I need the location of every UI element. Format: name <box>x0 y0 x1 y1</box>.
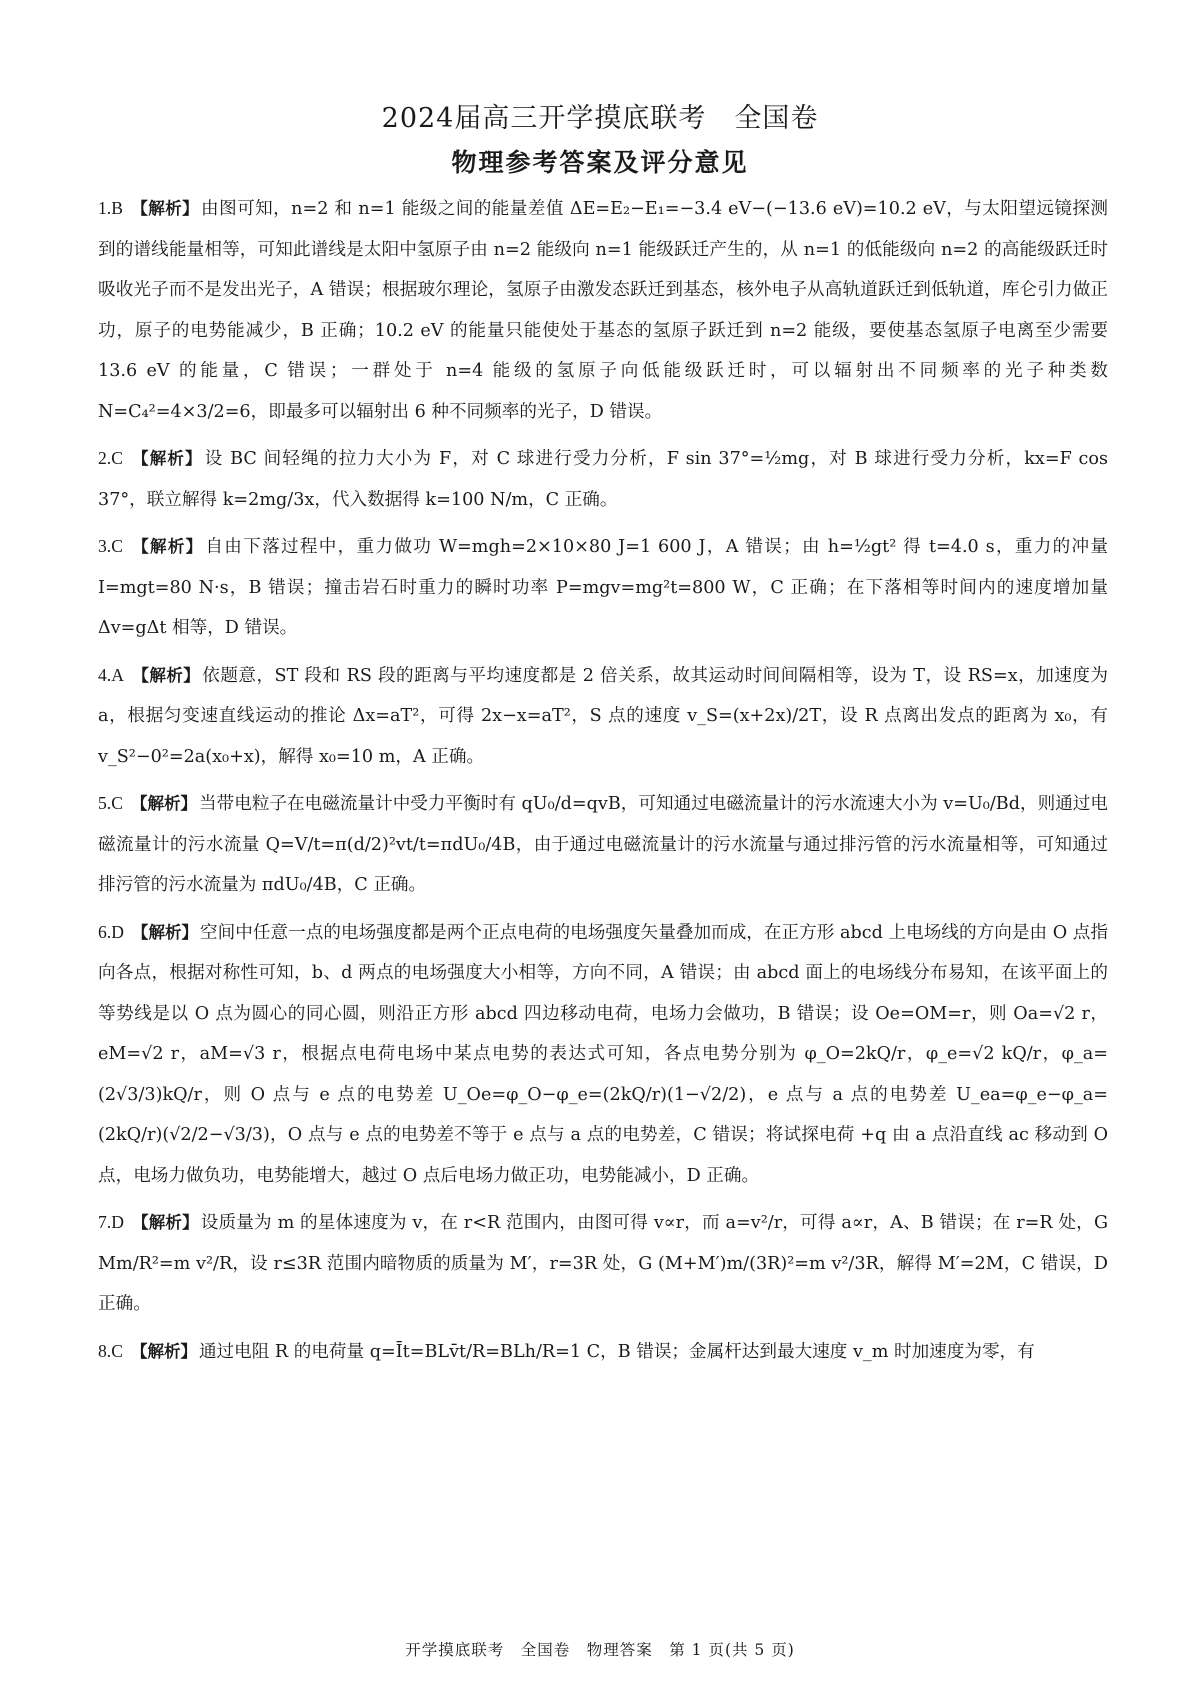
answer-item-7 <box>98 1202 1108 1325</box>
answer-text: 当带电粒子在电磁流量计中受力平衡时有 qU₀/d=qvB，可知通过电磁流量计的污水流速大小为 v=U₀/Bd，则通过电磁流量计的污水流量 Q=V/t=π(d/2)²vt/t=πdU₀/4B，由于通过电磁流量计的污水流量与通过排污管的污水流量相等，可知通过排污管的污水流量为 πdU₀/4B，C 正确。 <box>98 794 1109 895</box>
answer-text: 通过电阻 R 的电荷量 q=Īt=BLv̄t/R=BLh/R=1 C，B 错误；金属杆达到最大速度 v_m 时加速度为零，有 <box>198 1341 1035 1362</box>
answer-item-3 <box>98 526 1108 649</box>
analysis-tag: 【解析】 <box>131 922 199 942</box>
exam-title: 2024届高三开学摸底联考 全国卷 <box>381 103 819 134</box>
answer-text: 空间中任意一点的电场强度都是两个正点电荷的电场强度矢量叠加而成，在正方形 abcd 上电场线的方向是由 O 点指向各点，根据对称性可知，b、d 两点的电场强度大小相等，方向不同，A 错误；由 abcd 面上的电场线分布易知，在该平面上的等势线是以 O 点为圆心的同心圆，则沿正方形 abcd 四边移动电荷，电场力会做功，B 错误；设 Oe=OM=r，则 Oa=√2 r，eM=√2 r，aM=√3 r，根据点电荷电场中某点电势的表达式可知，各点电势分别为 φ_O=2kQ/r，φ_e=√2 kQ/r，φ_a=(2√3/3)kQ/r，则 O 点与 e 点的电势差 U_Oe=φ_O−φ_e=(2kQ/r)(1−√2/2)，e 点与 a 点的电势差 U_ea=φ_e−φ_a=(2kQ/r)(√2/2−√3/3)，O 点与 e 点的电势差不等于 e 点与 a 点的电势差，C 错误；将试探电荷 +q 由 a 点沿直线 ac 移动到 O 点，电场力做负功，电势能增大，越过 O 点后电场力做正功，电势能减小，D 正确。 <box>98 922 1108 1186</box>
answer-text: 设质量为 m 的星体速度为 v，在 r<R 范围内，由图可得 v∝r，而 a=v²/r，可得 a∝r，A、B 错误；在 r=R 处，G Mm/R²=m v²/R，设 r≤3R 范围内暗物质的质量为 M′，r=3R 处，G (M+M′)m/(3R)²=m v²/3R，解得 M′=2M，C 错误，D 正确。 <box>98 1213 1108 1314</box>
answer-text: 设 BC 间轻绳的拉力大小为 F，对 C 球进行受力分析，F sin 37°=½mg，对 B 球进行受力分析，kx=F cos 37°，联立解得 k=2mg/3x，代入数据得 k=100 N/m，C 正确。 <box>98 449 1108 510</box>
answer-list <box>98 188 1108 1372</box>
answer-item-5 <box>98 783 1108 906</box>
answer-item-2 <box>98 438 1108 520</box>
answer-text: 自由下落过程中，重力做功 W=mgh=2×10×80 J=1 600 J，A 错误；由 h=½gt² 得 t=4.0 s，重力的冲量 I=mgt=80 N·s，B 错误；撞击岩石时重力的瞬时功率 P=mgv=mg²t=800 W，C 正确；在下落相等时间内的速度增加量 Δv=gΔt 相等，D 错误。 <box>98 537 1109 638</box>
page-subtitle: 物理参考答案及评分意见 <box>451 148 749 177</box>
answer-number: 5.C <box>98 793 123 813</box>
answer-item-8 <box>98 1331 1108 1373</box>
answer-number: 7.D <box>98 1212 124 1232</box>
analysis-tag: 【解析】 <box>131 665 201 685</box>
answer-text: 由图可知，n=2 和 n=1 能级之间的能量差值 ΔE=E₂−E₁=−3.4 eV−(−13.6 eV)=10.2 eV，与太阳望远镜探测到的谱线能量相等，可知此谱线是太阳中氢原子由 n=2 能级向 n=1 能级跃迁产生的，从 n=1 的低能级向 n=2 的高能级跃迁时吸收光子而不是发出光子，A 错误；根据玻尔理论，氢原子由激发态跃迁到基态，核外电子从高轨道跃迁到低轨道，库仑引力做正功，原子的电势能减少，B 正确；10.2 eV 的能量只能使处于基态的氢原子跃迁到 n=2 能级，要使基态氢原子电离至少需要 13.6 eV 的能量，C 错误；一群处于 n=4 能级的氢原子向低能级跃迁时，可以辐射出不同频率的光子种类数 N=C₄²=4×3/2=6，即最多可以辐射出 6 种不同频率的光子，D 错误。 <box>98 199 1108 422</box>
answer-text: 依题意，ST 段和 RS 段的距离与平均速度都是 2 倍关系，故其运动时间间隔相等，设为 T，设 RS=x，加速度为 a，根据匀变速直线运动的推论 Δx=aT²，可得 2x−x=aT²，S 点的速度 v_S=(x+2x)/2T，设 R 点离出发点的距离为 x₀，有 v_S²−0²=2a(x₀+x)，解得 x₀=10 m，A 正确。 <box>98 665 1108 767</box>
analysis-tag: 【解析】 <box>130 537 204 556</box>
answer-item-4 <box>98 655 1108 778</box>
analysis-tag: 【解析】 <box>131 1213 199 1232</box>
analysis-tag: 【解析】 <box>130 1341 197 1361</box>
answer-number: 8.C <box>98 1340 123 1361</box>
page-footer: 开学摸底联考 全国卷 物理答案 第 1 页(共 5 页) <box>405 1641 795 1659</box>
analysis-tag: 【解析】 <box>130 199 200 218</box>
answer-number: 1.B <box>98 198 123 218</box>
answer-number: 4.A <box>98 664 124 685</box>
answer-number: 2.C <box>98 448 123 468</box>
answer-number: 3.C <box>98 536 123 556</box>
answer-item-6 <box>98 912 1108 1197</box>
answer-item-1 <box>98 188 1108 432</box>
analysis-tag: 【解析】 <box>130 449 203 468</box>
answer-number: 6.D <box>98 921 124 942</box>
analysis-tag: 【解析】 <box>130 794 198 813</box>
